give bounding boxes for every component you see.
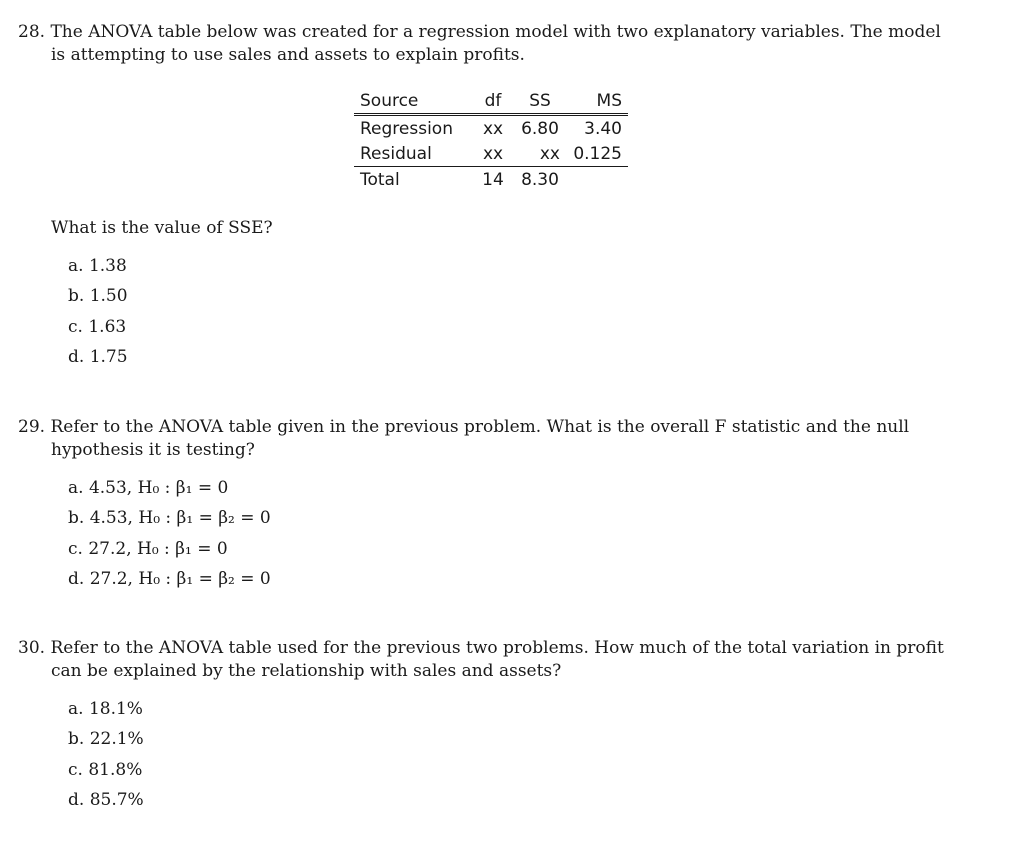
question-29-line-2: hypothesis it is testing?: [51, 440, 255, 460]
header-source: Source: [360, 91, 419, 111]
option-letter: c.: [68, 760, 83, 780]
option-28-d[interactable]: [68, 347, 128, 367]
option-text: 22.1%: [89, 729, 144, 749]
cell-df: xx: [482, 118, 504, 139]
anova-row-total: [354, 167, 628, 193]
option-letter: c.: [68, 317, 83, 337]
option-29-b[interactable]: [68, 508, 271, 528]
header-ms: MS: [596, 91, 622, 111]
anova-header-row: [354, 89, 628, 115]
question-30-text: Refer to the ANOVA table used for the previous two problems. How much of the total variation in profit: [50, 638, 944, 658]
option-30-d[interactable]: [68, 790, 144, 810]
anova-row-residual: [354, 141, 628, 167]
cell-df: xx: [482, 143, 504, 164]
cell-ms: 0.125: [573, 143, 622, 164]
option-text: 1.63: [88, 317, 127, 337]
option-text: 4.53, H₀ : β₁ = 0: [88, 478, 229, 498]
option-text: 27.2, H₀ : β₁ = 0: [88, 539, 228, 559]
anova-row-regression: [354, 115, 628, 142]
header-df: df: [484, 91, 502, 111]
option-text: 4.53, H₀ : β₁ = β₂ = 0: [89, 508, 271, 528]
question-28-line-1: [18, 21, 941, 43]
cell-ss: xx: [539, 143, 560, 164]
option-30-b[interactable]: [68, 729, 144, 749]
option-29-d[interactable]: [68, 569, 271, 589]
question-28-line-2: is attempting to use sales and assets to explain profits.: [51, 45, 525, 65]
question-30-line-2: can be explained by the relationship with sales and assets?: [51, 661, 562, 681]
cell-ms: 3.40: [584, 118, 622, 139]
option-letter: b.: [68, 729, 85, 749]
question-28-text: The ANOVA table below was created for a regression model with two explanatory variables. The model: [50, 22, 941, 42]
question-28-number: 28.: [18, 22, 46, 42]
option-text: 18.1%: [88, 699, 143, 719]
option-text: 1.38: [88, 256, 127, 276]
option-28-a[interactable]: [68, 256, 127, 276]
cell-source: Residual: [360, 143, 432, 164]
option-text: 81.8%: [88, 760, 143, 780]
option-letter: b.: [68, 286, 85, 306]
header-ss: SS: [529, 91, 551, 111]
question-29-number: 29.: [18, 417, 46, 437]
question-30-number: 30.: [18, 638, 46, 658]
option-letter: d.: [68, 790, 85, 810]
cell-source: Regression: [360, 118, 453, 139]
cell-df: 14: [482, 169, 504, 190]
option-29-c[interactable]: [68, 539, 228, 559]
option-letter: a.: [68, 699, 84, 719]
option-text: 27.2, H₀ : β₁ = β₂ = 0: [89, 569, 271, 589]
option-letter: c.: [68, 539, 83, 559]
option-30-c[interactable]: [68, 760, 142, 780]
question-28-prompt: What is the value of SSE?: [51, 218, 273, 238]
option-text: 1.50: [89, 286, 128, 306]
option-28-c[interactable]: [68, 317, 126, 337]
option-letter: a.: [68, 256, 84, 276]
option-text: 1.75: [89, 347, 128, 367]
question-29-text: Refer to the ANOVA table given in the previous problem. What is the overall F statistic and the null: [50, 417, 910, 437]
option-text: 85.7%: [89, 790, 144, 810]
cell-ss: 6.80: [521, 118, 559, 139]
cell-ms: [566, 167, 628, 193]
question-30-line-1: [18, 637, 944, 659]
option-letter: d.: [68, 347, 85, 367]
cell-ss: 8.30: [521, 169, 559, 190]
anova-table: [354, 89, 628, 192]
option-29-a[interactable]: [68, 478, 228, 498]
option-letter: b.: [68, 508, 85, 528]
question-29-line-1: [18, 416, 909, 438]
option-30-a[interactable]: [68, 699, 143, 719]
cell-source: Total: [360, 169, 400, 190]
option-letter: d.: [68, 569, 85, 589]
option-letter: a.: [68, 478, 84, 498]
option-28-b[interactable]: [68, 286, 128, 306]
